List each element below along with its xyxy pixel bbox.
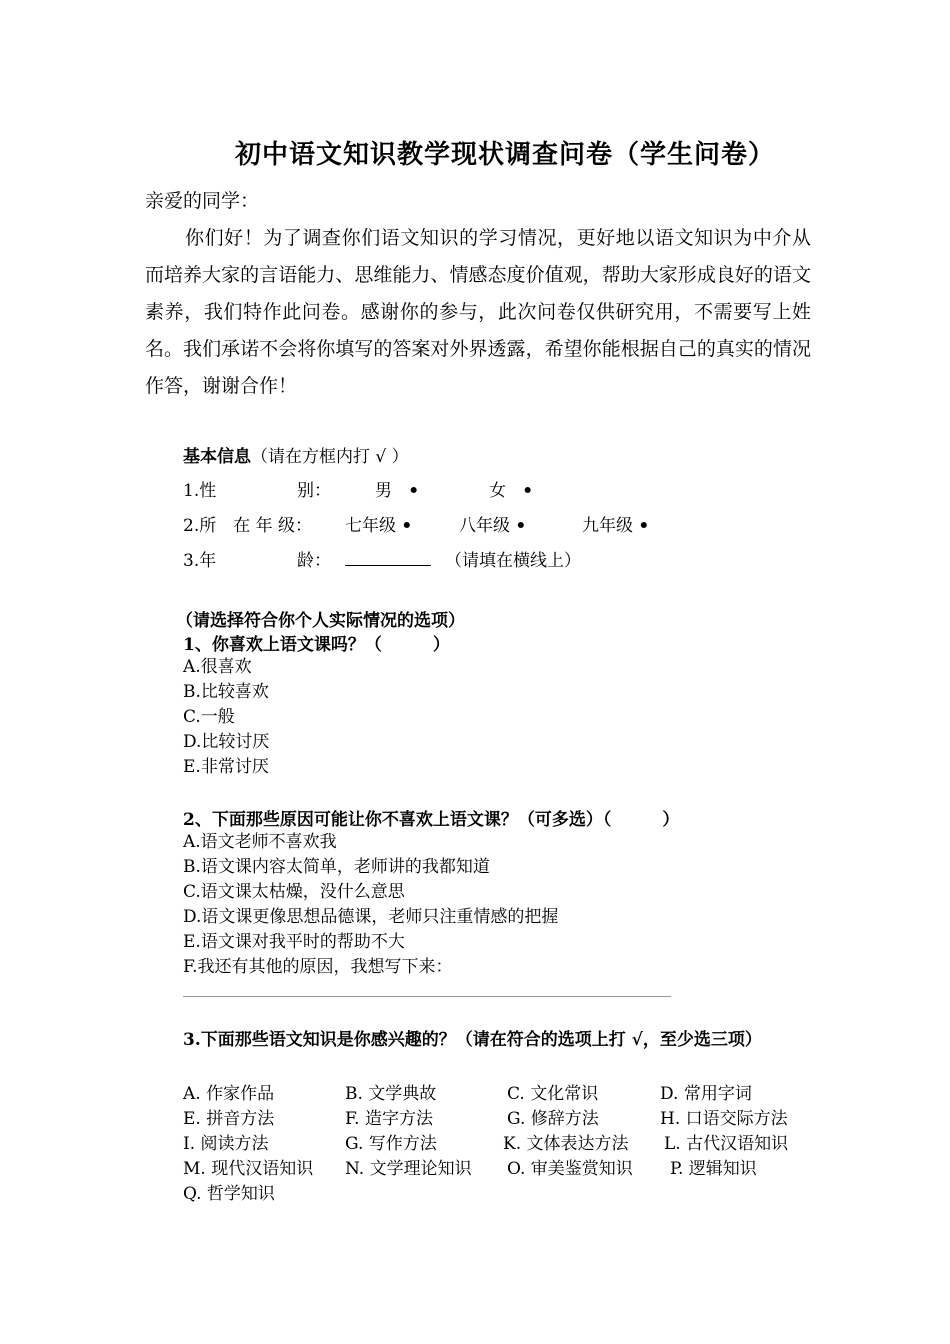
q2-option-a[interactable]: A.语文老师不喜欢我: [183, 832, 337, 852]
q3-option-q[interactable]: Q. 哲学知识: [183, 1184, 275, 1204]
q2-option-b[interactable]: B.语文课内容太简单，老师讲的我都知道: [183, 857, 490, 877]
gender-female-marker: •: [522, 481, 534, 501]
q2-option-e[interactable]: E.语文课对我平时的帮助不大: [183, 932, 405, 952]
grade-row: [0, 511, 950, 537]
q2-option-d[interactable]: D.语文课更像思想品德课，老师只注重情感的把握: [183, 907, 559, 927]
grade-option-8[interactable]: [459, 511, 526, 536]
q3-option-d[interactable]: D. 常用字词: [660, 1084, 752, 1104]
grade-option-9[interactable]: [582, 511, 649, 536]
greeting: 亲爱的同学：: [145, 190, 260, 212]
grade-8-marker: •: [515, 516, 527, 536]
age-row: [0, 546, 950, 572]
q3-option-b[interactable]: B. 文学典故: [345, 1084, 437, 1104]
grade-option-9-label: 九年级: [582, 516, 633, 536]
gender-option-female[interactable]: [489, 476, 533, 501]
gender-option-female-label: 女: [489, 481, 506, 501]
basic-info-heading: [183, 442, 409, 467]
q1-option-e[interactable]: E.非常讨厌: [183, 757, 269, 777]
q3-option-l[interactable]: L. 古代汉语知识: [664, 1134, 789, 1154]
gender-label-2: 别：: [297, 481, 331, 501]
q1-option-a[interactable]: A.很喜欢: [183, 657, 252, 677]
basic-info-title: 基本信息: [183, 447, 251, 467]
q3-option-p[interactable]: P. 逻辑知识: [670, 1159, 757, 1179]
gender-option-male[interactable]: [375, 476, 419, 501]
q2-option-c[interactable]: C.语文课太枯燥，没什么意思: [183, 882, 405, 902]
q2-write-in-line[interactable]: [183, 996, 671, 997]
q3-title: 3.下面那些语文知识是你感兴趣的？（请在符合的选项上打 √，至少选三项）: [183, 1030, 762, 1050]
selection-instruction: （请选择符合你个人实际情况的选项）: [176, 611, 465, 631]
age-input-group: [345, 546, 581, 571]
q3-option-k[interactable]: K. 文体表达方法: [503, 1134, 629, 1154]
q3-option-c[interactable]: C. 文化常识: [507, 1084, 599, 1104]
grade-option-8-label: 八年级: [459, 516, 510, 536]
gender-option-male-label: 男: [375, 481, 392, 501]
q3-option-a[interactable]: A. 作家作品: [183, 1084, 275, 1104]
grade-9-marker: •: [638, 516, 650, 536]
age-note: （请填在横线上）: [445, 551, 581, 571]
q3-option-g[interactable]: G. 修辞方法: [507, 1109, 599, 1129]
q2-option-f[interactable]: F.我还有其他的原因，我想写下来：: [183, 957, 453, 977]
q3-option-g2[interactable]: G. 写作方法: [345, 1134, 437, 1154]
age-input-line[interactable]: [345, 549, 431, 566]
gender-male-marker: •: [408, 481, 420, 501]
grade-option-7-label: 七年级: [345, 516, 396, 536]
q1-option-b[interactable]: B.比较喜欢: [183, 682, 269, 702]
grade-7-marker: •: [401, 516, 413, 536]
q3-option-e[interactable]: E. 拼音方法: [183, 1109, 275, 1129]
intro-paragraph: 你们好！为了调查你们语文知识的学习情况，更好地以语文知识为中介从而培养大家的言语能力、思维能力、情感态度价值观，帮助大家形成良好的语文素养，我们特作此问卷。感谢你的参与，此次问卷仅供研究用，不需要写上姓名。我们承诺不会将你填写的答案对外界透露，希望你能根据自己的真实的情况作答，谢谢合作！: [145, 227, 811, 397]
q3-option-h[interactable]: H. 口语交际方法: [660, 1109, 788, 1129]
q1-title: 1、你喜欢上语文课吗？（ ）: [183, 635, 450, 655]
gender-row: [0, 476, 950, 502]
basic-info-note: （请在方框内打 √ ）: [251, 447, 409, 467]
q2-options: [183, 830, 558, 980]
age-label-1: 3.年: [183, 551, 217, 571]
age-label-2: 龄：: [297, 551, 331, 571]
gender-label-1: 1.性: [183, 481, 217, 501]
q3-option-n[interactable]: N. 文学理论知识: [345, 1159, 472, 1179]
q3-option-i[interactable]: I. 阅读方法: [183, 1134, 269, 1154]
q1-options: [183, 655, 269, 780]
q3-option-o[interactable]: O. 审美鉴赏知识: [507, 1159, 633, 1179]
q2-title: 2、下面那些原因可能让你不喜欢上语文课？（可多选）（ ）: [183, 810, 680, 830]
q1-option-c[interactable]: C.一般: [183, 707, 235, 727]
grade-label: 2.所 在 年 级：: [183, 516, 313, 536]
grade-option-7[interactable]: [345, 511, 412, 536]
q3-option-f[interactable]: F. 造字方法: [345, 1109, 433, 1129]
page-title: 初中语文知识教学现状调查问卷（学生问卷）: [234, 140, 775, 170]
q1-option-d[interactable]: D.比较讨厌: [183, 732, 270, 752]
q3-option-m[interactable]: M. 现代汉语知识: [183, 1159, 314, 1179]
